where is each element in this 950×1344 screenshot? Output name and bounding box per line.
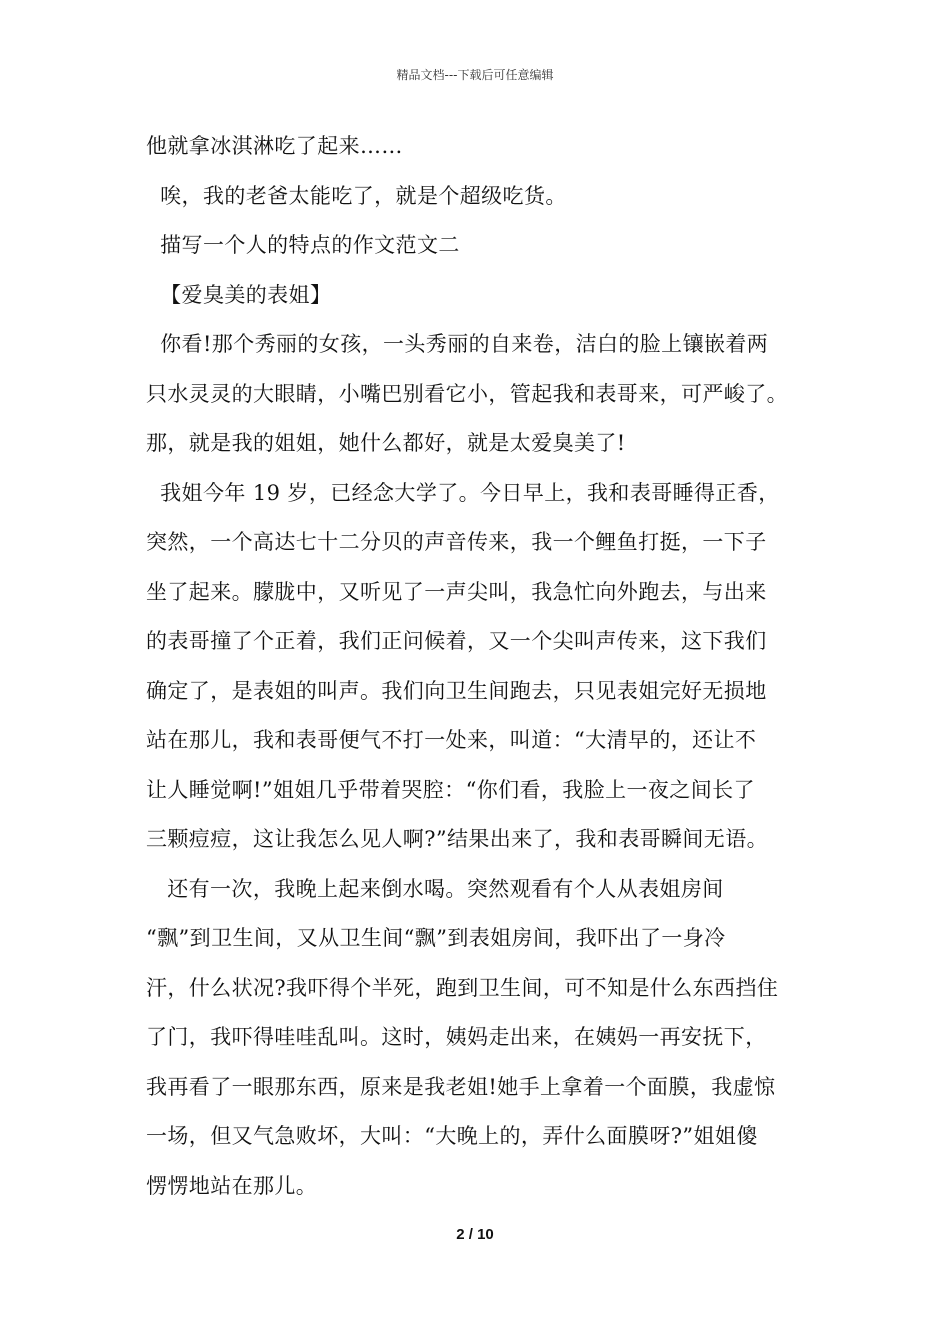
- text-line-19: 了门，我吓得哇哇乱叫。这时，姨妈走出来，在姨妈一再安抚下，: [146, 1025, 767, 1049]
- text-line-21: 一场，但又气急败坏，大叫：“大晚上的，弄什么面膜呀?”姐姐傻: [146, 1124, 758, 1148]
- text-line-17: “飘”到卫生间，又从卫生间“飘”到表姐房间，我吓出了一身冷: [146, 926, 726, 950]
- text-line-15: 三颗痘痘，这让我怎么见人啊?”结果出来了，我和表哥瞬间无语。: [146, 827, 768, 851]
- text-line-8: 我姐今年 19 岁，已经念大学了。今日早上，我和表哥睡得正香，: [146, 480, 780, 505]
- text-line-6: 只水灵灵的大眼睛，小嘴巴别看它小，管起我和表哥来，可严峻了。: [146, 381, 788, 406]
- text-line-11: 的表哥撞了个正着，我们正问候着，又一个尖叫声传来，这下我们: [146, 629, 767, 653]
- text-line-20: 我再看了一眼那东西，原来是我老姐!她手上拿着一个面膜，我虚惊: [146, 1074, 776, 1099]
- text-line-1: 他就拿冰淇淋吃了起来……: [146, 134, 403, 158]
- text-line-16: 还有一次，我晚上起来倒水喝。突然观看有个人从表姐房间: [146, 876, 724, 901]
- text-line-10: 坐了起来。朦胧中，又听见了一声尖叫，我急忙向外跑去，与出来: [146, 579, 767, 604]
- text-line-12: 确定了，是表姐的叫声。我们向卫生间跑去，只见表姐完好无损地: [146, 678, 767, 703]
- text-line-2: 唉，我的老爸太能吃了，就是个超级吃货。: [146, 183, 567, 208]
- text-line-5: 你看!那个秀丽的女孩，一头秀丽的自来卷，洁白的脸上镶嵌着两: [146, 332, 769, 356]
- text-line-13: 站在那儿，我和表哥便气不打一处来，叫道：“大清早的，还让不: [146, 728, 757, 752]
- essay-title: 【爱臭美的表姐】: [146, 282, 332, 307]
- page-header: 精品文档---下载后可任意编辑: [396, 68, 554, 82]
- text-line-9: 突然，一个高达七十二分贝的声音传来，我一个鲤鱼打挺，一下子: [146, 530, 767, 554]
- document-body: [146, 128, 826, 1217]
- text-line-14: 让人睡觉啊!”姐姐几乎带着哭腔：“你们看，我脸上一夜之间长了: [146, 777, 755, 802]
- text-line-18: 汗，什么状况?我吓得个半死，跑到卫生间，可不知是什么东西挡住: [146, 975, 779, 1000]
- text-line-22: 愣愣地站在那儿。: [146, 1173, 318, 1198]
- section-title: 描写一个人的特点的作文范文二: [146, 233, 460, 257]
- page-number: 2 / 10: [456, 1226, 494, 1243]
- text-line-7: 那，就是我的姐姐，她什么都好，就是太爱臭美了!: [146, 431, 626, 455]
